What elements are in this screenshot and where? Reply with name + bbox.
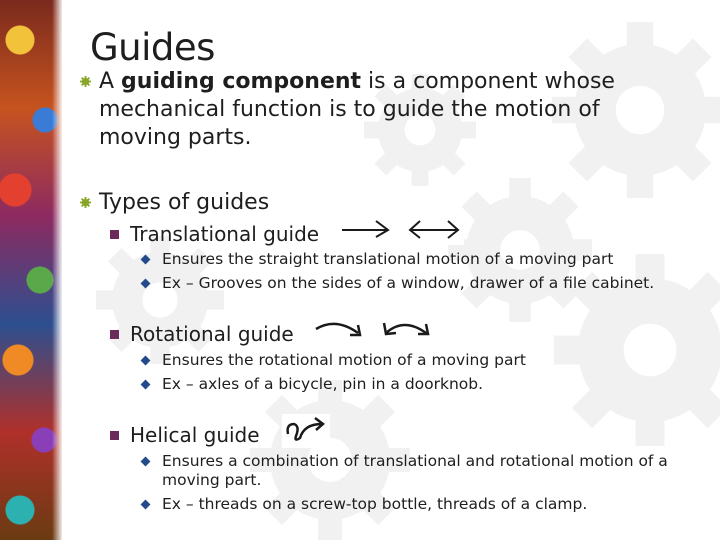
definition-body: is a component whose mechanical function is to guide the motion of moving parts.: [99, 69, 615, 150]
diamond-bullet-icon: [141, 356, 151, 366]
diamond-bullet-icon: [141, 500, 151, 510]
translational-detail-1-text: Ensures the straight translational motion of a moving part: [162, 250, 614, 268]
diamond-bullet-icon: [141, 255, 151, 265]
rotational-detail-1-text: Ensures the rotational motion of a moving part: [162, 351, 526, 369]
helical-arrow-icon: [282, 414, 330, 448]
slide-title: Guides: [90, 26, 215, 69]
gear-bullet-icon: [80, 197, 91, 208]
diamond-bullet-icon: [141, 380, 151, 390]
translational-detail-2-text: Ex – Grooves on the sides of a window, drawer of a file cabinet.: [162, 274, 655, 292]
diamond-bullet-icon: [141, 457, 151, 467]
square-bullet-icon: [110, 230, 119, 239]
rotational-detail-2-text: Ex – axles of a bicycle, pin in a doorknob.: [162, 375, 484, 393]
types-heading: Types of guides: [99, 190, 270, 215]
curved-double-arrow-icon: [378, 313, 434, 345]
square-bullet-icon: [110, 431, 119, 440]
helical-guide-label: Helical guide: [130, 423, 260, 447]
definition-text: [99, 68, 659, 152]
square-bullet-icon: [110, 330, 119, 339]
definition-term: guiding component: [121, 69, 362, 94]
double-arrow-icon: [404, 213, 464, 245]
translational-guide-label: Translational guide: [130, 222, 320, 246]
rotational-guide-label: Rotational guide: [130, 322, 294, 346]
helical-detail-2-text: Ex – threads on a screw-top bottle, threads of a clamp.: [162, 495, 588, 513]
curved-arrow-icon: [310, 313, 372, 345]
helical-detail-1-text: Ensures a combination of translational and rotational motion of a moving part.: [162, 452, 668, 489]
gear-bullet-icon: [80, 76, 91, 87]
definition-prefix: A: [99, 69, 122, 94]
diamond-bullet-icon: [141, 279, 151, 289]
arrow-right-icon: [336, 213, 396, 245]
